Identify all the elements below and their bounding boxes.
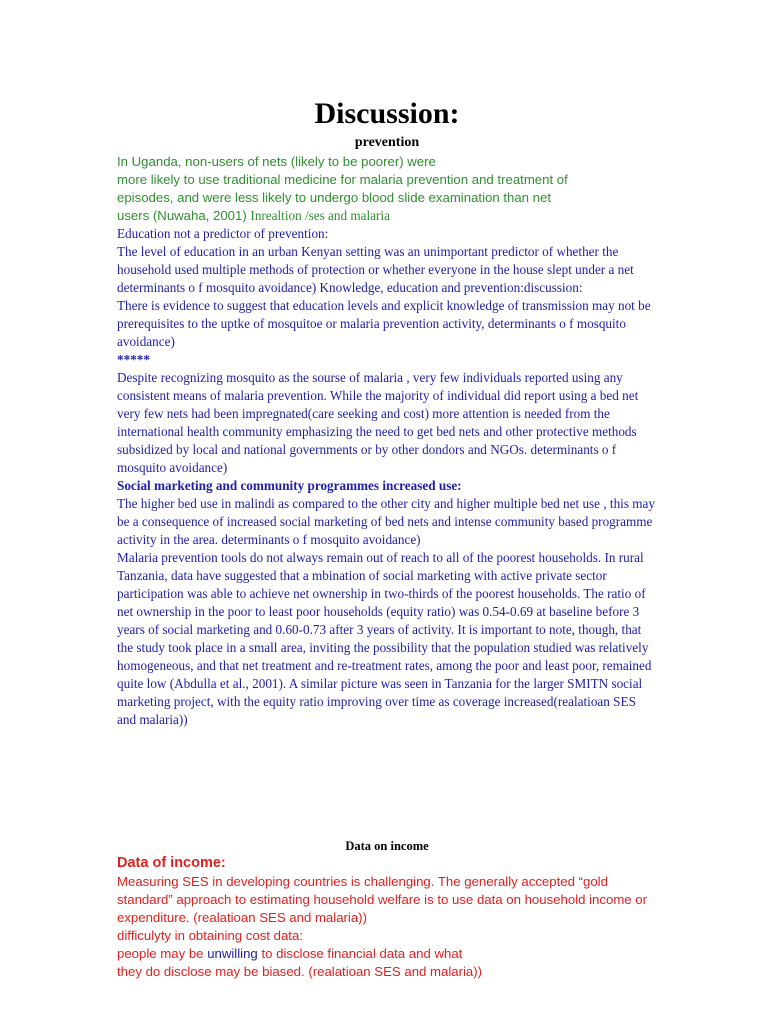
malindi-paragraph: The higher bed use in malindi as compared to the other city and higher multiple bed net use , this may be a consequence of increased social marketing of bed nets and intense community based programme activity in the area. determinants o f mosquito avoidance) bbox=[117, 496, 655, 547]
education-heading: Education not a predictor of prevention: bbox=[117, 226, 329, 241]
uganda-note: Inrealtion /ses and malaria bbox=[250, 208, 390, 223]
income-text: to disclose financial data and what bbox=[257, 946, 463, 961]
income-title: Data of income: bbox=[117, 855, 226, 871]
page-subtitle: prevention bbox=[354, 135, 420, 150]
uganda-citation: users (Nuwaha, 2001) bbox=[117, 208, 251, 223]
evidence-paragraph: There is evidence to suggest that education levels and explicit knowledge of transmission may not be prerequisites to the uptke of mosquitoe or malaria prevention activity, determinants o f mosquito avoidance) bbox=[117, 298, 651, 349]
unwilling-word: unwilling bbox=[207, 946, 258, 961]
uganda-line: episodes, and were less likely to undergo blood slide examination than net bbox=[117, 190, 551, 205]
uganda-line: more likely to use traditional medicine for malaria prevention and treatment of bbox=[117, 172, 568, 187]
despite-paragraph: Despite recognizing mosquito as the sourse of malaria , very few individuals reported using any consistent means of malaria prevention. While the majority of individual did report using a bed net very few nets had been impregnated(care seeking and cost) more attention is needed from the international health community emphasizing the need to get bed nets and other protective methods subsidized by local and national governments or by other dondors and NGOs. determinants o f mosquito avoidance) bbox=[117, 370, 639, 475]
separator-stars: ***** bbox=[117, 352, 150, 367]
social-marketing-heading: Social marketing and community programmes increased use: bbox=[117, 478, 462, 493]
prevention-discussion bbox=[117, 225, 657, 729]
income-text: people may be bbox=[117, 946, 208, 961]
income-section bbox=[117, 854, 657, 981]
income-paragraph-4: they do disclose may be biased. (realatioan SES and malaria)) bbox=[117, 964, 483, 979]
income-section-heading: Data on income bbox=[345, 839, 429, 853]
tanzania-paragraph: Malaria prevention tools do not always remain out of reach to all of the poorest households. In rural Tanzania, data have suggested that a mbination of social marketing with active private sector participation was able to achieve net ownership in two-thirds of the poorest households. The ratio of net ownership in the poor to least poor households (equity ratio) was 0.54-0.69 at baseline before 3 years of social marketing and 0.60-0.73 after 3 years of activity. It is important to note, though, that the study took place in a small area, inviting the possibility that the population studied was relatively homogeneous, and that net treatment and re-treatment rates, among the poor and least poor, remained quite low (Abdulla et al., 2001). A similar picture was seen in Tanzania for the larger SMITN social marketing project, with the equity ratio improving over time as coverage increased(realatioan SES and malaria)) bbox=[117, 550, 652, 727]
uganda-paragraph bbox=[117, 153, 657, 225]
page-title: Discussion: bbox=[314, 97, 460, 130]
document-page bbox=[117, 96, 657, 979]
income-paragraph-2: difficulyty in obtaining cost data: bbox=[117, 928, 303, 943]
uganda-line: In Uganda, non-users of nets (likely to be poorer) were bbox=[117, 154, 436, 169]
uganda-line bbox=[117, 207, 657, 225]
income-paragraph-3 bbox=[117, 945, 657, 963]
kenya-paragraph: The level of education in an urban Kenyan setting was an unimportant predictor of whether the household used multiple methods of protection or whether everyone in the house slept under a net determinants o f mosquito avoidance) Knowledge, education and prevention:discussion: bbox=[117, 244, 634, 295]
income-paragraph-1: Measuring SES in developing countries is challenging. The generally accepted “gold standard” approach to estimating household welfare is to use data on household income or expenditure. (realatioan SES and malaria)) bbox=[117, 874, 648, 925]
